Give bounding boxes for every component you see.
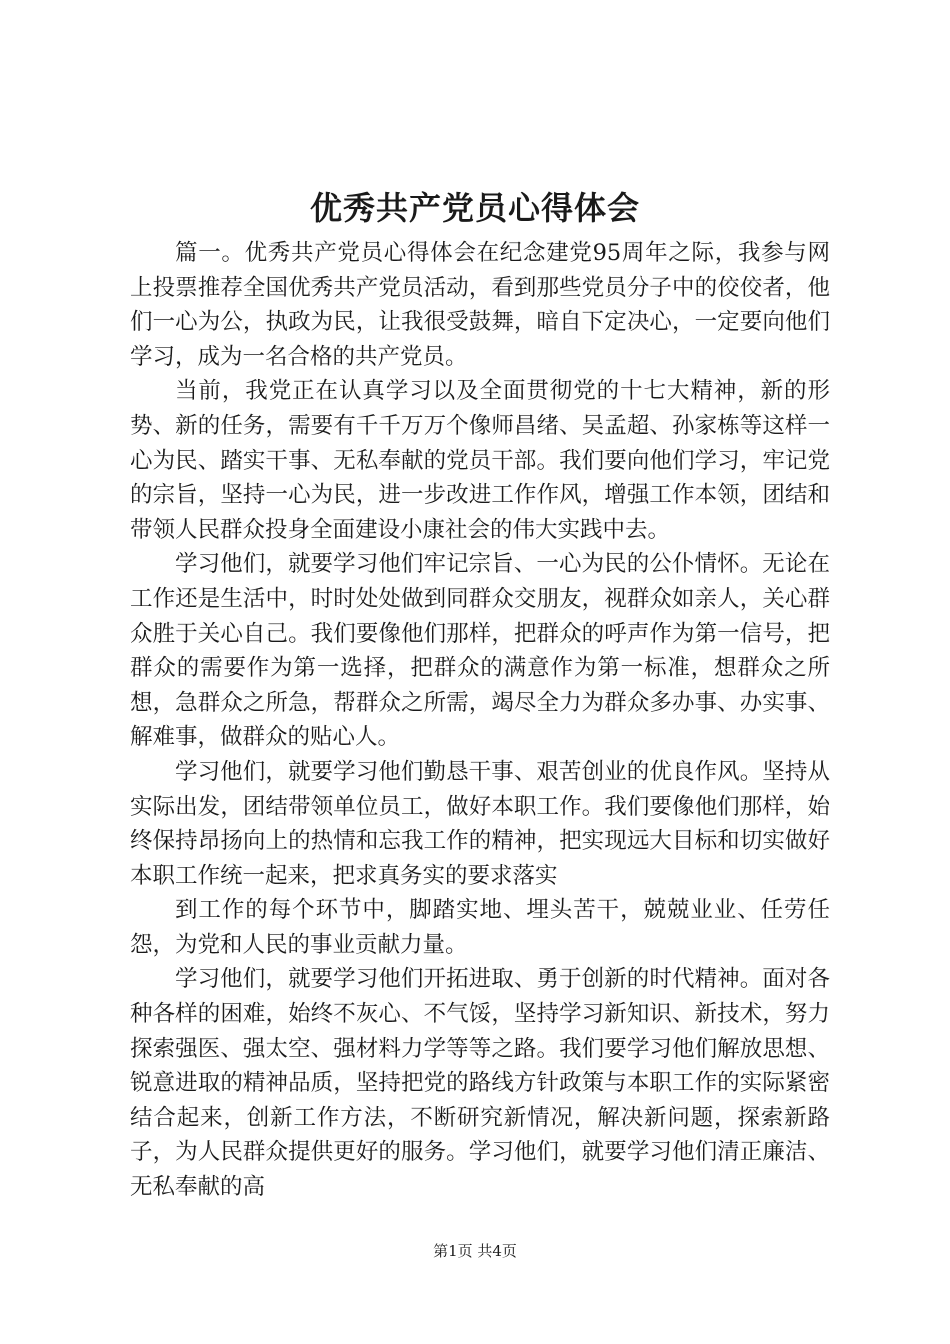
document-title: 优秀共产党员心得体会 <box>309 189 640 227</box>
paragraph-2: 当前，我党正在认真学习以及全面贯彻党的十七大精神，新的形势、新的任务，需要有千千万万个像师昌绪、吴孟超、孙家栋等这样一心为民、踏实干事、无私奉献的党员干部。我们要向他们学习，牢记党的宗旨，坚持一心为民，进一步改进工作作风，增强工作本领，团结和带领人民群众投身全面建设小康社会的伟大实践中去。 <box>130 378 830 543</box>
paragraph-6: 学习他们，就要学习他们开拓进取、勇于创新的时代精神。面对各种各样的困难，始终不灰心、不气馁，坚持学习新知识、新技术，努力探索强医、强太空、强材料力学等等之路。我们要学习他们解放思想、锐意进取的精神品质，坚持把党的路线方针政策与本职工作的实际紧密结合起来，创新工作方法，不断研究新情况，解决新问题，探索新路子，为人民群众提供更好的服务。学习他们，就要学习他们清正廉洁、无私奉献的高 <box>130 966 830 1201</box>
paragraph-1: 篇一。优秀共产党员心得体会在纪念建党95周年之际，我参与网上投票推荐全国优秀共产党员活动，看到那些党员分子中的佼佼者，他们一心为公，执政为民，让我很受鼓舞，暗自下定决心，一定要向他们学习，成为一名合格的共产党员。 <box>130 240 830 370</box>
page-number-footer: 第1页 共4页 <box>433 1242 517 1260</box>
paragraph-4: 学习他们，就要学习他们勤恳干事、艰苦创业的优良作风。坚持从实际出发，团结带领单位员工，做好本职工作。我们要像他们那样，始终保持昂扬向上的热情和忘我工作的精神，把实现远大目标和切实做好本职工作统一起来，把求真务实的要求落实 <box>130 758 830 889</box>
paragraph-3: 学习他们，就要学习他们牢记宗旨、一心为民的公仆情怀。无论在工作还是生活中，时时处处做到同群众交朋友，视群众如亲人，关心群众胜于关心自己。我们要像他们那样，把群众的呼声作为第一信号，把群众的需要作为第一选择，把群众的满意作为第一标准，想群众之所想，急群众之所急，帮群众之所需，竭尽全力为群众多办事、办实事、解难事，做群众的贴心人。 <box>130 551 830 751</box>
document-body <box>130 236 830 1205</box>
paragraph-5: 到工作的每个环节中，脚踏实地、埋头苦干，兢兢业业、任劳任怨，为党和人民的事业贡献力量。 <box>130 897 830 958</box>
